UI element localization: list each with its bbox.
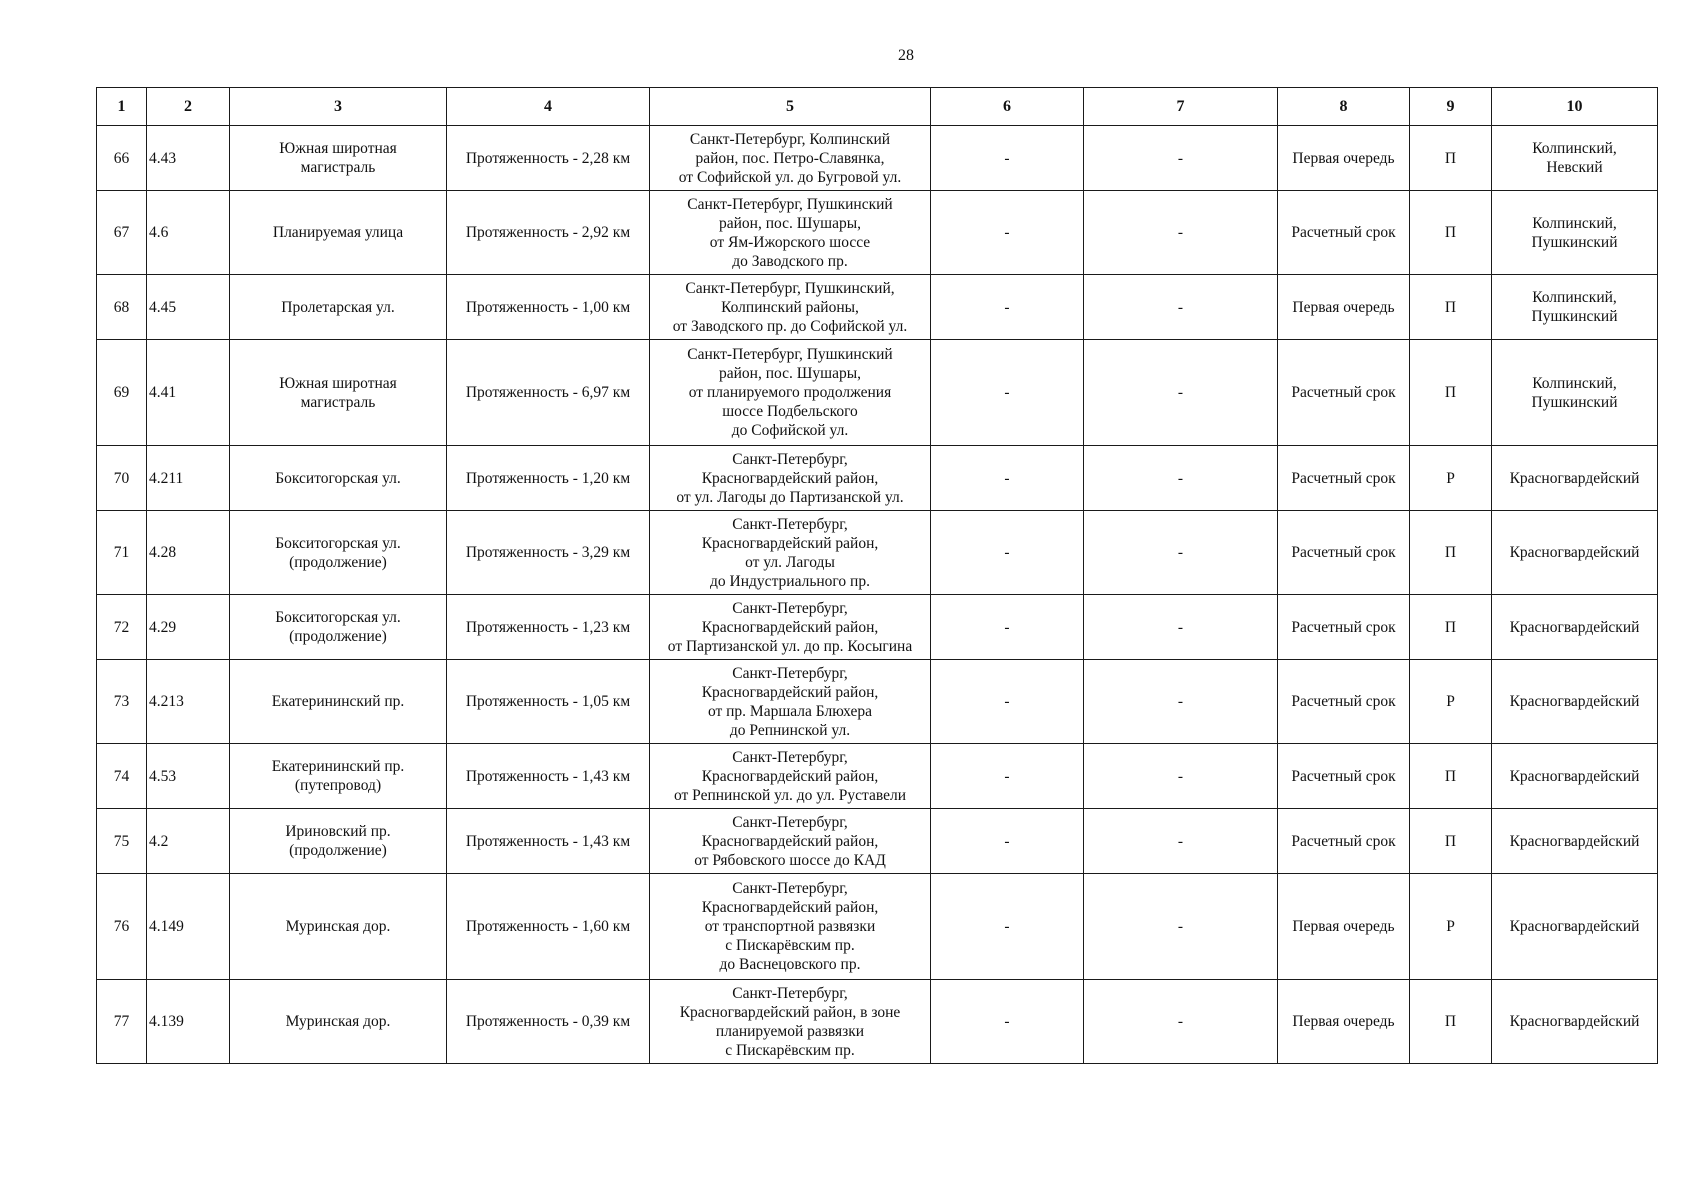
term-cell: Расчетный срок xyxy=(1278,511,1410,595)
name-cell: Екатерининский пр. (путепровод) xyxy=(230,744,447,809)
col7-cell: - xyxy=(1084,446,1278,511)
col6-cell: - xyxy=(931,511,1084,595)
row-number-cell: 74 xyxy=(97,744,147,809)
column-header: 2 xyxy=(147,88,230,126)
length-cell: Протяженность - 6,97 км xyxy=(447,340,650,446)
code-cell: 4.53 xyxy=(147,744,230,809)
col6-cell: - xyxy=(931,595,1084,660)
length-cell: Протяженность - 1,60 км xyxy=(447,874,650,980)
row-number-cell: 73 xyxy=(97,660,147,744)
row-number-cell: 72 xyxy=(97,595,147,660)
length-cell: Протяженность - 1,20 км xyxy=(447,446,650,511)
length-cell: Протяженность - 1,43 км xyxy=(447,809,650,874)
table-row xyxy=(97,809,1658,874)
length-cell: Протяженность - 1,05 км xyxy=(447,660,650,744)
code-cell: 4.41 xyxy=(147,340,230,446)
table-row xyxy=(97,874,1658,980)
row-number-cell: 75 xyxy=(97,809,147,874)
col6-cell: - xyxy=(931,744,1084,809)
name-cell: Планируемая улица xyxy=(230,191,447,275)
address-cell: Санкт-Петербург, Красногвардейский район, от Партизанской ул. до пр. Косыгина xyxy=(650,595,931,660)
address-cell: Санкт-Петербург, Колпинский район, пос. Петро-Славянка, от Софийской ул. до Бугровой ул. xyxy=(650,126,931,191)
address-cell: Санкт-Петербург, Красногвардейский район, в зоне планируемой развязки с Пискарёвским пр. xyxy=(650,980,931,1064)
name-cell: Южная широтная магистраль xyxy=(230,126,447,191)
district-cell: Колпинский, Пушкинский xyxy=(1492,191,1658,275)
code-cell: 4.28 xyxy=(147,511,230,595)
col6-cell: - xyxy=(931,874,1084,980)
col7-cell: - xyxy=(1084,126,1278,191)
column-header: 10 xyxy=(1492,88,1658,126)
col7-cell: - xyxy=(1084,191,1278,275)
term-cell: Первая очередь xyxy=(1278,275,1410,340)
code-cell: 4.139 xyxy=(147,980,230,1064)
name-cell: Муринская дор. xyxy=(230,874,447,980)
district-cell: Красногвардейский xyxy=(1492,809,1658,874)
col7-cell: - xyxy=(1084,809,1278,874)
table-row xyxy=(97,275,1658,340)
address-cell: Санкт-Петербург, Красногвардейский район, от Рябовского шоссе до КАД xyxy=(650,809,931,874)
row-number-cell: 77 xyxy=(97,980,147,1064)
col7-cell: - xyxy=(1084,874,1278,980)
row-number-cell: 67 xyxy=(97,191,147,275)
term-cell: Расчетный срок xyxy=(1278,595,1410,660)
district-cell: Красногвардейский xyxy=(1492,595,1658,660)
term-cell: Расчетный срок xyxy=(1278,809,1410,874)
col7-cell: - xyxy=(1084,660,1278,744)
code-cell: 4.6 xyxy=(147,191,230,275)
col7-cell: - xyxy=(1084,340,1278,446)
name-cell: Пролетарская ул. xyxy=(230,275,447,340)
term-cell: Расчетный срок xyxy=(1278,660,1410,744)
col6-cell: - xyxy=(931,980,1084,1064)
row-number-cell: 71 xyxy=(97,511,147,595)
col6-cell: - xyxy=(931,126,1084,191)
col7-cell: - xyxy=(1084,511,1278,595)
col7-cell: - xyxy=(1084,744,1278,809)
column-header: 7 xyxy=(1084,88,1278,126)
code-cell: 4.213 xyxy=(147,660,230,744)
term-cell: Расчетный срок xyxy=(1278,340,1410,446)
code-cell: 4.29 xyxy=(147,595,230,660)
type-cell: Р xyxy=(1410,874,1492,980)
column-header: 4 xyxy=(447,88,650,126)
table-row xyxy=(97,191,1658,275)
district-cell: Красногвардейский xyxy=(1492,511,1658,595)
code-cell: 4.45 xyxy=(147,275,230,340)
type-cell: П xyxy=(1410,809,1492,874)
code-cell: 4.43 xyxy=(147,126,230,191)
table-row xyxy=(97,744,1658,809)
page-number: 28 xyxy=(898,47,914,64)
table-body xyxy=(97,126,1658,1064)
length-cell: Протяженность - 2,28 км xyxy=(447,126,650,191)
col7-cell: - xyxy=(1084,980,1278,1064)
column-header: 6 xyxy=(931,88,1084,126)
type-cell: П xyxy=(1410,511,1492,595)
length-cell: Протяженность - 2,92 км xyxy=(447,191,650,275)
table-row xyxy=(97,595,1658,660)
column-header: 5 xyxy=(650,88,931,126)
table-row xyxy=(97,511,1658,595)
row-number-cell: 76 xyxy=(97,874,147,980)
col6-cell: - xyxy=(931,809,1084,874)
name-cell: Ириновский пр. (продолжение) xyxy=(230,809,447,874)
district-cell: Красногвардейский xyxy=(1492,874,1658,980)
table-row xyxy=(97,446,1658,511)
district-cell: Колпинский, Невский xyxy=(1492,126,1658,191)
district-cell: Красногвардейский xyxy=(1492,660,1658,744)
column-header: 3 xyxy=(230,88,447,126)
term-cell: Первая очередь xyxy=(1278,980,1410,1064)
district-cell: Колпинский, Пушкинский xyxy=(1492,340,1658,446)
district-cell: Красногвардейский xyxy=(1492,744,1658,809)
col7-cell: - xyxy=(1084,595,1278,660)
term-cell: Расчетный срок xyxy=(1278,191,1410,275)
col6-cell: - xyxy=(931,191,1084,275)
row-number-cell: 70 xyxy=(97,446,147,511)
name-cell: Муринская дор. xyxy=(230,980,447,1064)
type-cell: П xyxy=(1410,980,1492,1064)
name-cell: Бокситогорская ул. (продолжение) xyxy=(230,595,447,660)
type-cell: Р xyxy=(1410,446,1492,511)
table-row xyxy=(97,340,1658,446)
col7-cell: - xyxy=(1084,275,1278,340)
header-row xyxy=(97,88,1658,126)
code-cell: 4.211 xyxy=(147,446,230,511)
address-cell: Санкт-Петербург, Красногвардейский район, от транспортной развязки с Пискарёвским пр. до Васнецовского пр. xyxy=(650,874,931,980)
name-cell: Бокситогорская ул. xyxy=(230,446,447,511)
address-cell: Санкт-Петербург, Красногвардейский район, от ул. Лагоды до Индустриального пр. xyxy=(650,511,931,595)
type-cell: Р xyxy=(1410,660,1492,744)
length-cell: Протяженность - 1,23 км xyxy=(447,595,650,660)
col6-cell: - xyxy=(931,660,1084,744)
type-cell: П xyxy=(1410,275,1492,340)
term-cell: Первая очередь xyxy=(1278,874,1410,980)
table-row xyxy=(97,660,1658,744)
name-cell: Бокситогорская ул. (продолжение) xyxy=(230,511,447,595)
term-cell: Первая очередь xyxy=(1278,126,1410,191)
term-cell: Расчетный срок xyxy=(1278,446,1410,511)
term-cell: Расчетный срок xyxy=(1278,744,1410,809)
col6-cell: - xyxy=(931,340,1084,446)
table-row xyxy=(97,126,1658,191)
name-cell: Екатерининский пр. xyxy=(230,660,447,744)
length-cell: Протяженность - 0,39 км xyxy=(447,980,650,1064)
type-cell: П xyxy=(1410,744,1492,809)
address-cell: Санкт-Петербург, Пушкинский, Колпинский районы, от Заводского пр. до Софийской ул. xyxy=(650,275,931,340)
district-cell: Красногвардейский xyxy=(1492,980,1658,1064)
address-cell: Санкт-Петербург, Красногвардейский район, от Репнинской ул. до ул. Руставели xyxy=(650,744,931,809)
column-header: 9 xyxy=(1410,88,1492,126)
district-cell: Колпинский, Пушкинский xyxy=(1492,275,1658,340)
name-cell: Южная широтная магистраль xyxy=(230,340,447,446)
length-cell: Протяженность - 1,00 км xyxy=(447,275,650,340)
code-cell: 4.149 xyxy=(147,874,230,980)
type-cell: П xyxy=(1410,340,1492,446)
code-cell: 4.2 xyxy=(147,809,230,874)
col6-cell: - xyxy=(931,446,1084,511)
col6-cell: - xyxy=(931,275,1084,340)
table-row xyxy=(97,980,1658,1064)
length-cell: Протяженность - 1,43 км xyxy=(447,744,650,809)
address-cell: Санкт-Петербург, Красногвардейский район, от пр. Маршала Блюхера до Репнинской ул. xyxy=(650,660,931,744)
type-cell: П xyxy=(1410,191,1492,275)
row-number-cell: 69 xyxy=(97,340,147,446)
column-header: 8 xyxy=(1278,88,1410,126)
row-number-cell: 68 xyxy=(97,275,147,340)
address-cell: Санкт-Петербург, Красногвардейский район, от ул. Лагоды до Партизанской ул. xyxy=(650,446,931,511)
road-table xyxy=(96,87,1658,1064)
column-header: 1 xyxy=(97,88,147,126)
length-cell: Протяженность - 3,29 км xyxy=(447,511,650,595)
row-number-cell: 66 xyxy=(97,126,147,191)
type-cell: П xyxy=(1410,595,1492,660)
address-cell: Санкт-Петербург, Пушкинский район, пос. Шушары, от Ям-Ижорского шоссе до Заводского пр. xyxy=(650,191,931,275)
district-cell: Красногвардейский xyxy=(1492,446,1658,511)
type-cell: П xyxy=(1410,126,1492,191)
address-cell: Санкт-Петербург, Пушкинский район, пос. Шушары, от планируемого продолжения шоссе Подбельского до Софийской ул. xyxy=(650,340,931,446)
